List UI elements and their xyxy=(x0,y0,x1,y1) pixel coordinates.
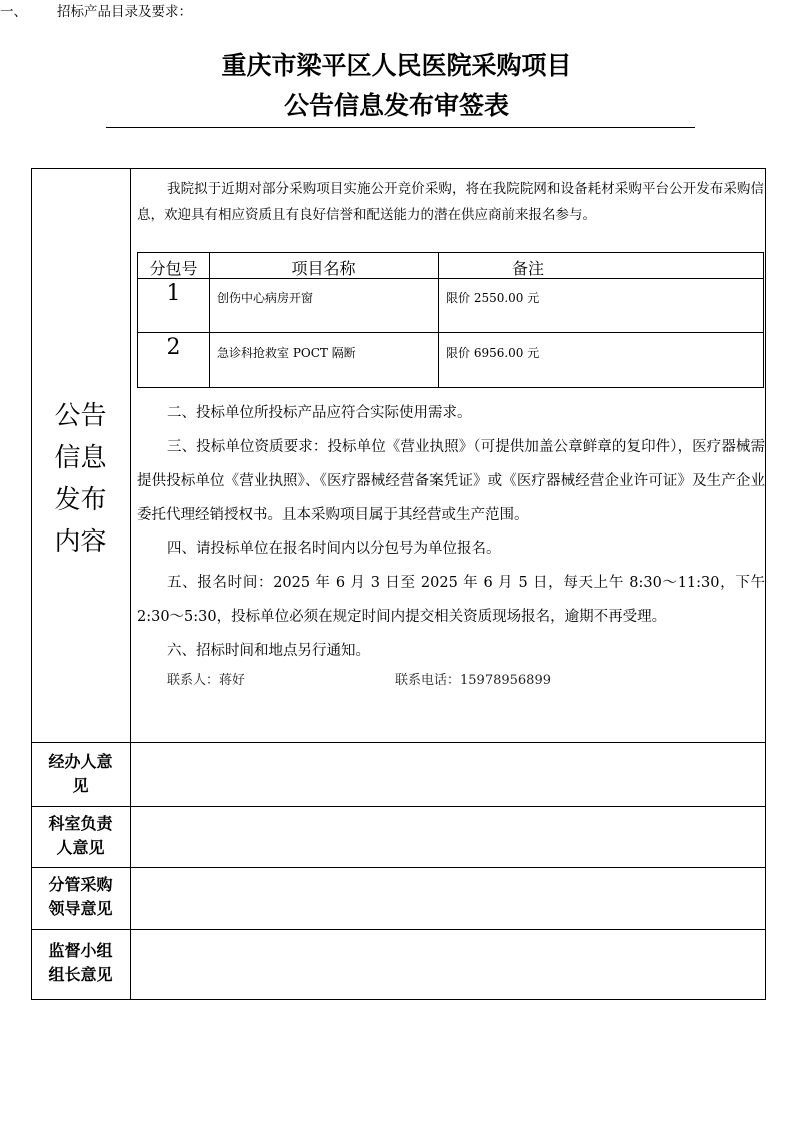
row-1-item-name: 创伤中心病房开窗 xyxy=(217,291,314,305)
section-1-heading: 一、 招标产品目录及要求： xyxy=(0,4,192,20)
section-5-text: 五、报名时间：2025 年 6 月 3 日至 2025 年 6 月 5 日，每天上午 8:30～11:30，下午 2:30～5:30，投标单位必须在规定时间内提交相关资质现场报名，逾期不再受理。 xyxy=(137,575,765,625)
row-2-package-no: 2 xyxy=(166,335,181,360)
contact-phone: 联系电话：15978956899 xyxy=(395,673,551,688)
column-divider xyxy=(130,168,131,1000)
section-4-text: 四、请投标单位在报名时间内以分包号为单位报名。 xyxy=(167,541,501,557)
row-2-remarks: 限价 6956.00 元 xyxy=(446,346,540,360)
document-title: 重庆市梁平区人民医院采购项目 xyxy=(221,51,572,80)
contact-person: 联系人：蒋好 xyxy=(167,673,246,688)
section-3-text: 三、投标单位资质要求：投标单位《营业执照》（可提供加盖公章鲜章的复印件），医疗器械需提供投标单位《营业执照》、《医疗器械经营备案凭证》或《医疗器械经营企业许可证》及生产企业委托代理经销授权书。且本采购项目属于其经营或生产范围。 xyxy=(137,439,765,523)
section-6-text: 六、招标时间和地点另行通知。 xyxy=(167,643,370,659)
row-1-package-no: 1 xyxy=(166,281,181,306)
header-package-no: 分包号 xyxy=(149,259,198,278)
announcement-content-label: 公告 信息 发布 内容 xyxy=(54,401,107,557)
header-item-name: 项目名称 xyxy=(291,259,356,278)
row-1-remarks: 限价 2550.00 元 xyxy=(446,291,540,305)
row-divider xyxy=(31,742,766,743)
document-subtitle: 公告信息发布审签表 xyxy=(283,91,509,120)
product-table xyxy=(137,252,764,388)
dept-head-opinion-label: 科室负责 人意见 xyxy=(48,814,113,857)
section-2-text: 二、投标单位所投标产品应符合实际使用需求。 xyxy=(167,405,472,421)
intro-paragraph: 我院拟于近期对部分采购项目实施公开竞价采购，将在我院院网和设备耗材采购平台公开发布采购信息，欢迎具有相应资质且有良好信誉和配送能力的潜在供应商前来报名参与。 xyxy=(137,181,764,223)
procurement-leader-opinion-label: 分管采购 领导意见 xyxy=(48,875,113,918)
supervisor-opinion-label: 监督小组 组长意见 xyxy=(48,941,113,984)
row-2-item-name: 急诊科抢救室 POCT 隔断 xyxy=(217,346,356,360)
row-divider xyxy=(31,867,766,868)
row-divider xyxy=(31,806,766,807)
table-row-divider xyxy=(138,332,763,333)
header-remarks: 备注 xyxy=(511,259,544,278)
handler-opinion-label: 经办人意 见 xyxy=(48,752,113,795)
title-underline xyxy=(106,127,695,128)
row-divider xyxy=(31,929,766,930)
